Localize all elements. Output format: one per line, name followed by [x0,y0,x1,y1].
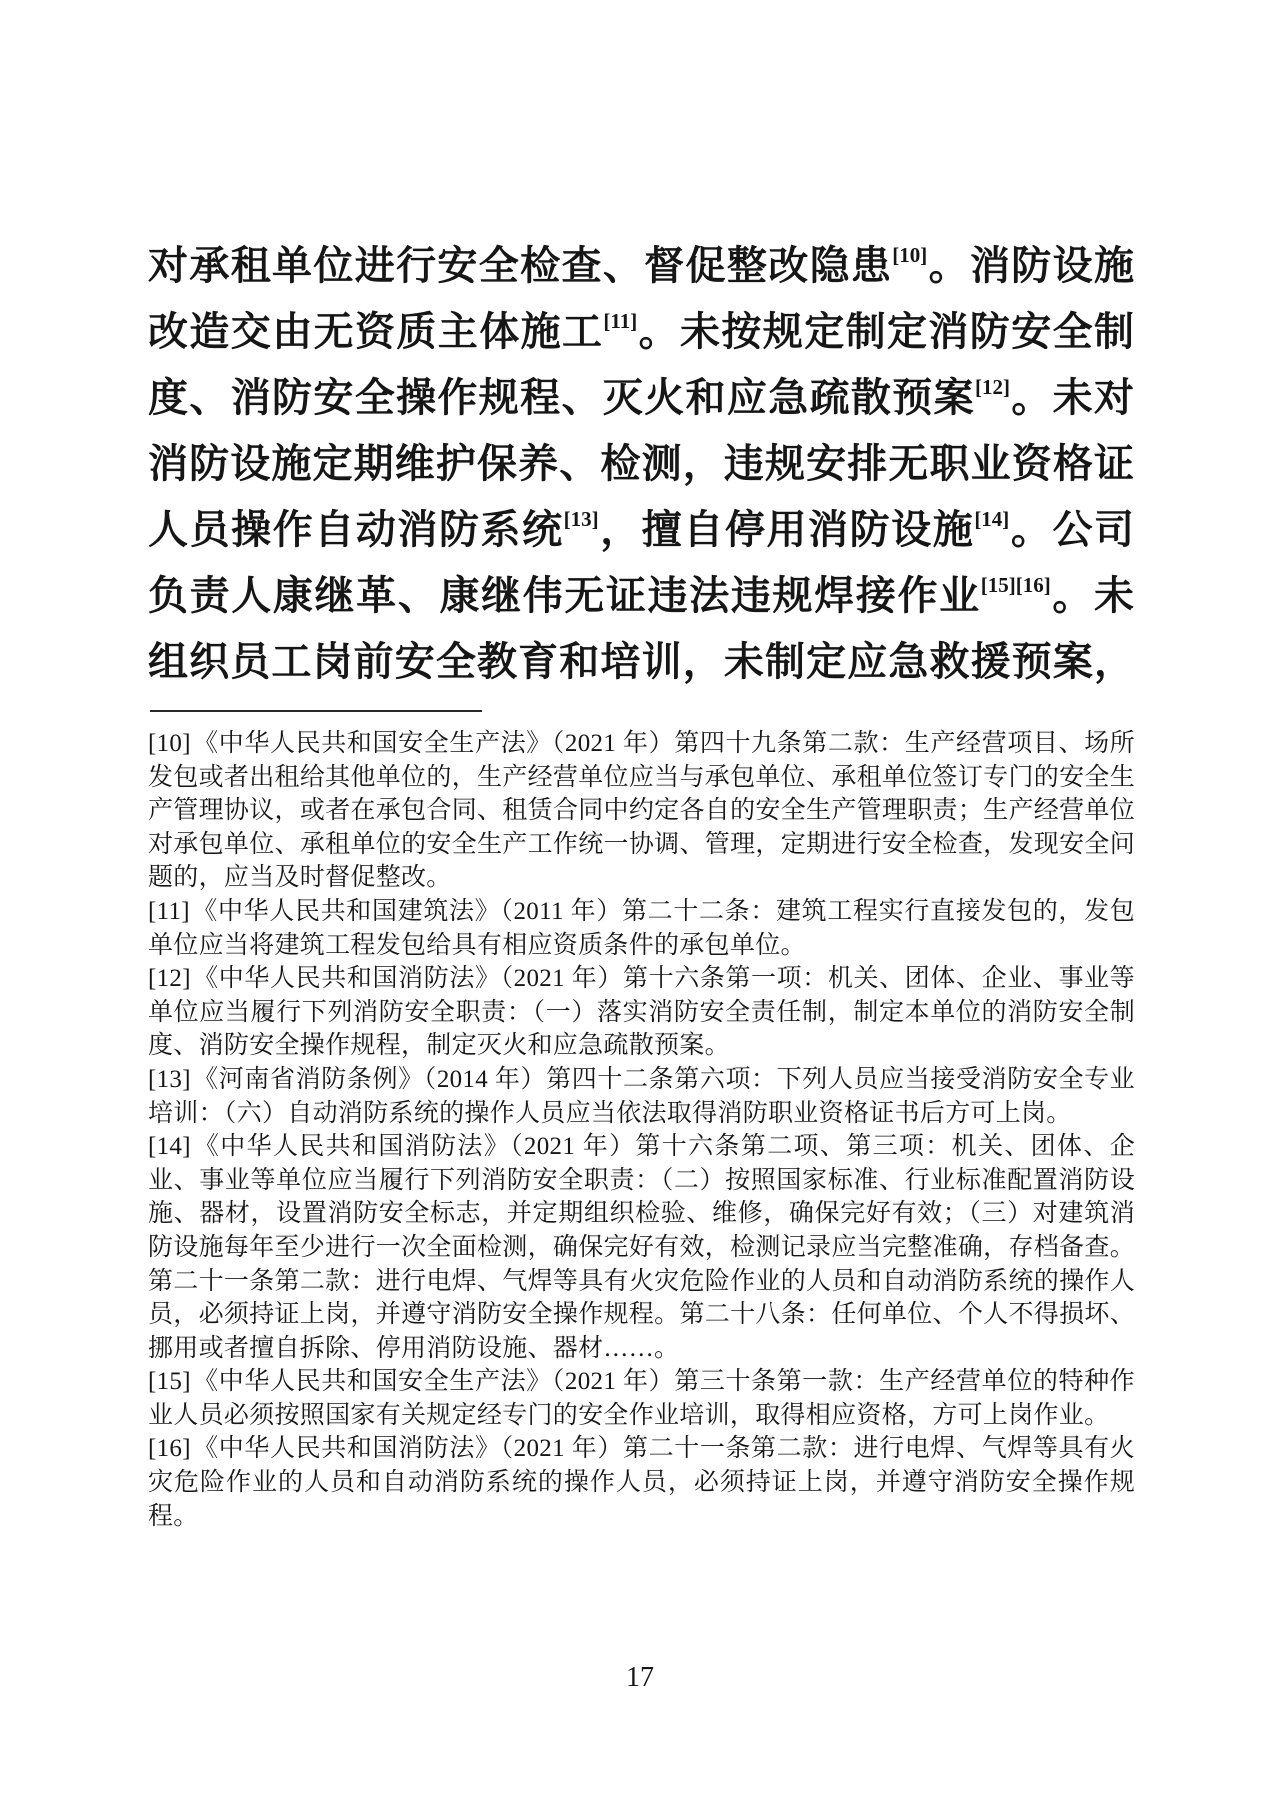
footnote-separator [150,710,482,712]
footnote-ref-12: [12] [974,375,1010,399]
body-text-run: 组织员工岗前安全教育和培训，未制定应急救援预案， [148,639,1134,684]
body-text-run: 。公司 [1009,507,1135,552]
body-text-run: 。未对 [1009,375,1135,420]
body-line-6 [148,563,1134,629]
body-line-5 [148,497,1134,563]
footnote-15 [148,1365,1135,1432]
footnote-marker: [11] [148,897,190,925]
footnote-ref-13: [13] [563,507,599,531]
body-text-run: 。未 [1050,573,1135,618]
body-text-run: 。未按规定制定消防安全制 [637,309,1135,354]
footnote-text: 《中华人民共和国安全生产法》（2021 年）第三十条第一款：生产经营单位的特种作业人员必须按照国家有关规定经专门的安全作业培训，取得相应资格，方可上岗作业。 [148,1368,1135,1429]
body-line-2 [148,299,1134,365]
footnotes-section [148,727,1135,1533]
body-line-3 [148,365,1134,431]
footnote-marker: [16] [148,1435,191,1463]
page-number: 17 [626,1662,654,1693]
footnote-text: 《中华人民共和国消防法》（2021 年）第十六条第二项、第三项：机关、团体、企业、事业等单位应当履行下列消防安全职责：（二）按照国家标准、行业标准配置消防设施、器材，设置消防安全标志，并定期组织检验、维修，确保完好有效；（三）对建筑消防设施每年至少进行一次全面检测，确保完好有效，检测记录应当完整准确，存档备查。第二十一条第二款：进行电焊、气焊等具有火灾危险作业的人员和自动消防系统的操作人员，必须持证上岗，并遵守消防安全操作规程。第二十八条：任何单位、个人不得损坏、挪用或者擅自拆除、停用消防设施、器材……。 [148,1133,1135,1362]
footnote-ref-15-16: [15][16] [980,573,1051,597]
footnote-10 [148,727,1135,895]
footnote-16 [148,1432,1135,1533]
body-paragraph [148,233,1134,695]
footnote-text: 《中华人民共和国安全生产法》（2021 年）第四十九条第二款：生产经营项目、场所发包或者出租给其他单位的，生产经营单位应当与承包单位、承租单位签订专门的安全生产管理协议，或者在承包合同、租赁合同中约定各自的安全生产管理职责；生产经营单位对承包单位、承租单位的安全生产工作统一协调、管理，定期进行安全检查，发现安全问题的，应当及时督促整改。 [148,730,1135,892]
footnote-ref-14: [14] [974,507,1010,531]
footnote-ref-11: [11] [603,309,638,333]
footnote-12 [148,962,1135,1063]
body-line-7 [148,629,1134,695]
body-text-run: 负责人康继革、康继伟无证违法违规焊接作业 [148,573,981,618]
footnote-marker: [13] [148,1065,191,1093]
footnote-14 [148,1130,1135,1365]
body-text-run: ，擅自停用消防设施 [598,507,975,552]
body-text-run: 消防设施定期维护保养、检测，违规安排无职业资格证 [148,441,1134,486]
footnote-marker: [14] [148,1133,191,1161]
footnote-marker: [10] [148,730,191,757]
footnote-text: 《中华人民共和国建筑法》（2011 年）第二十二条：建筑工程实行直接发包的，发包单位应当将建筑工程发包给具有相应资质条件的承包单位。 [148,897,1135,959]
footnote-marker: [12] [148,965,191,993]
body-text-run: 。消防设施 [927,243,1135,288]
body-line-4 [148,431,1134,497]
body-text-run: 人员操作自动消防系统 [148,507,564,552]
footnote-11 [148,895,1135,962]
footnote-13 [148,1063,1135,1130]
body-text-run: 度、消防安全操作规程、灭火和应急疏散预案 [148,375,975,420]
body-text-run: 对承租单位进行安全检查、督促整改隐患 [148,243,893,288]
footnote-text: 《河南省消防条例》（2014 年）第四十二条第六项：下列人员应当接受消防安全专业培训：（六）自动消防系统的操作人员应当依法取得消防职业资格证书后方可上岗。 [148,1065,1135,1127]
body-text-run: 改造交由无资质主体施工 [148,309,604,354]
body-line-1 [148,233,1134,299]
footnote-marker: [15] [148,1368,191,1396]
footnote-text: 《中华人民共和国消防法》（2021 年）第二十一条第二款：进行电焊、气焊等具有火灾危险作业的人员和自动消防系统的操作人员，必须持证上岗，并遵守消防安全操作规程。 [148,1435,1135,1530]
footnote-text: 《中华人民共和国消防法》（2021 年）第十六条第一项：机关、团体、企业、事业等单位应当履行下列消防安全职责：（一）落实消防安全责任制，制定本单位的消防安全制度、消防安全操作规程，制定灭火和应急疏散预案。 [148,965,1135,1060]
footnote-ref-10: [10] [892,243,928,267]
